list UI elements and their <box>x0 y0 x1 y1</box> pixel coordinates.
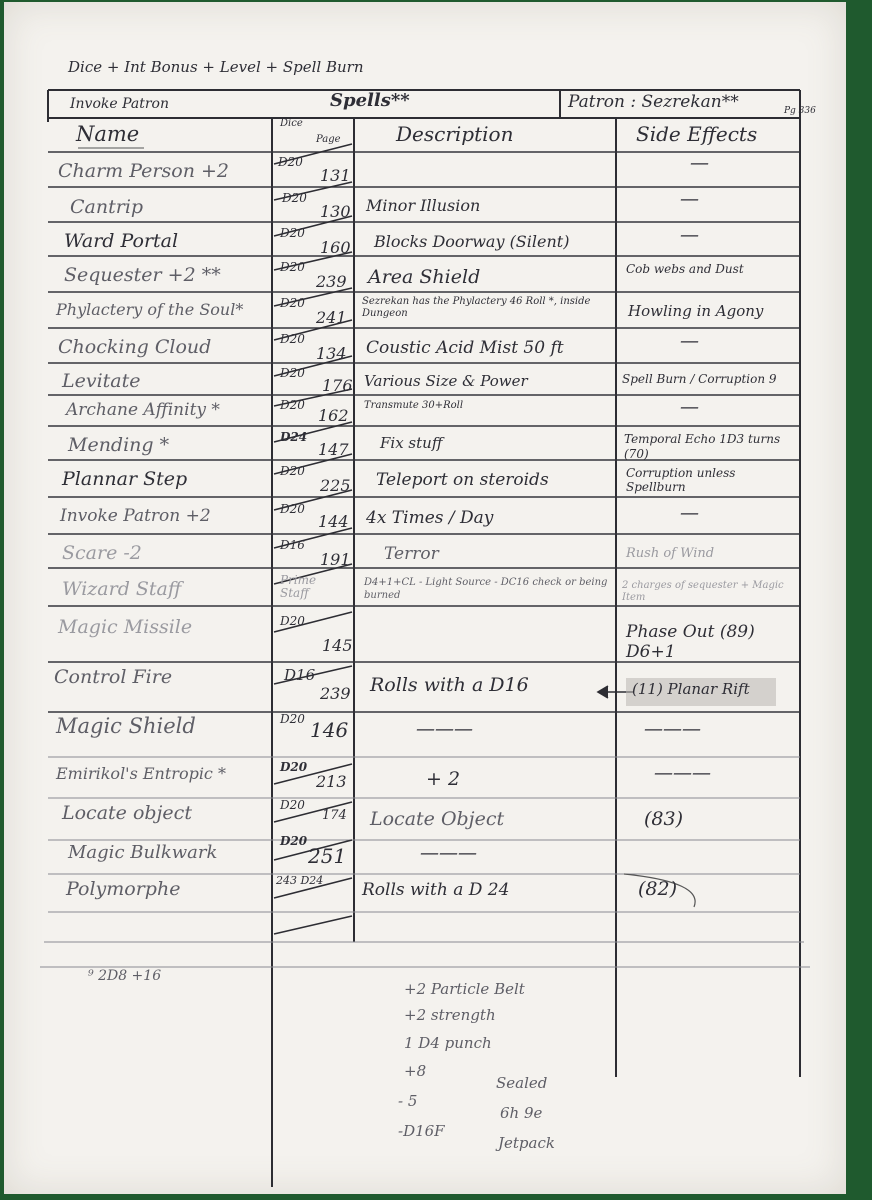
spell-dice: 243 D24 <box>276 874 324 887</box>
spell-side-effect: — <box>680 330 699 352</box>
footer-right-note: Sealed <box>496 1074 548 1092</box>
spell-side-effect: Cob webs and Dust <box>626 262 744 276</box>
spell-description: Rolls with a D16 <box>370 674 529 696</box>
spell-side-effect: Spell Burn / Corruption 9 <box>622 372 777 386</box>
spell-name: Charm Person +2 <box>58 160 229 182</box>
spell-description: Teleport on steroids <box>376 470 549 490</box>
spell-name: Magic Bulkwark <box>68 842 218 863</box>
spell-page: 134 <box>316 344 347 363</box>
spell-dice: D20 <box>280 760 308 774</box>
footer-center-note: +2 strength <box>404 1006 496 1024</box>
spell-dice: D20 <box>280 296 305 310</box>
paper-sheet <box>4 2 846 1194</box>
spell-name: Archane Affinity * <box>66 400 220 420</box>
spell-side-effect: (11) Planar Rift <box>632 680 750 698</box>
spell-name: Plannar Step <box>62 468 188 490</box>
footer-right-note: 6h 9e <box>500 1104 543 1122</box>
spell-page: 131 <box>320 166 351 185</box>
spell-page: 145 <box>322 636 353 655</box>
spell-dice: D20 <box>280 226 305 240</box>
spell-page: 241 <box>316 308 347 327</box>
footer-right-note: Jetpack <box>498 1134 555 1152</box>
spell-description: Transmute 30+Roll <box>364 400 464 411</box>
header-invoke-patron-label: Invoke Patron <box>70 96 170 112</box>
spell-dice: D20 <box>280 366 305 380</box>
spell-name: Cantrip <box>70 196 144 218</box>
spell-dice: D16 <box>284 666 316 684</box>
footer-center-note: +8 <box>404 1062 427 1080</box>
spell-page: 147 <box>318 440 349 459</box>
spell-description: ——— <box>416 718 473 740</box>
spell-description: + 2 <box>426 768 461 790</box>
spell-name: Chocking Cloud <box>58 336 212 358</box>
spell-side-effect: — <box>680 502 699 524</box>
spell-description: D4+1+CL - Light Source - DC16 check or being burned <box>364 577 608 601</box>
spell-name: Wizard Staff <box>62 578 182 600</box>
spell-name: Mending * <box>68 434 170 456</box>
spell-dice: D20 <box>280 834 308 848</box>
spell-side-effect: — <box>680 188 699 210</box>
spell-side-effect: 2 charges of sequester + Magic Item <box>622 580 784 603</box>
spell-side-effect: Phase Out (89) D6+1 <box>626 622 755 662</box>
spell-page: 130 <box>320 202 351 221</box>
spell-side-effect: Corruption unless Spellburn <box>626 466 736 494</box>
top-formula-note: Dice + Int Bonus + Level + Spell Burn <box>68 58 364 76</box>
spell-name: Scare -2 <box>62 542 142 564</box>
spell-dice: D20 <box>278 155 303 169</box>
footer-left-note: ⁹ 2D8 +16 <box>88 968 162 984</box>
page-title: Spells** <box>330 90 410 111</box>
spell-side-effect: ——— <box>644 718 701 740</box>
spell-dice: D20 <box>280 464 305 478</box>
spell-description: Various Size & Power <box>364 372 528 390</box>
spell-name: Magic Missile <box>58 616 193 638</box>
footer-center-note: 1 D4 punch <box>404 1034 492 1052</box>
spell-side-effect: ——— <box>654 762 711 784</box>
spell-description: Locate Object <box>370 808 505 830</box>
spell-description: Sezrekan has the Phylactery 46 Roll *, inside Dungeon <box>362 296 591 319</box>
spell-side-effect: — <box>680 224 699 246</box>
spell-dice: D20 <box>280 614 305 628</box>
column-header-dice: Dice <box>280 118 303 129</box>
spell-description: Fix stuff <box>380 434 443 452</box>
spell-description: 4x Times / Day <box>366 508 494 528</box>
spell-dice: D20 <box>280 712 305 726</box>
spell-name: Levitate <box>62 370 141 392</box>
column-header-name: Name <box>76 122 140 146</box>
spell-name: Locate object <box>62 802 192 824</box>
spell-side-effect: Temporal Echo 1D3 turns (70) <box>624 432 781 461</box>
header-patron-page-ref: Pg 336 <box>784 106 816 116</box>
spell-dice: D16 <box>280 538 305 552</box>
spell-side-effect: (82) <box>638 878 678 900</box>
column-header-page: Page <box>316 134 341 145</box>
column-header-description: Description <box>396 122 514 146</box>
spell-dice: D20 <box>280 798 305 812</box>
spell-page: 191 <box>320 550 351 569</box>
footer-center-note: +2 Particle Belt <box>404 980 525 998</box>
spell-name: Ward Portal <box>64 230 179 252</box>
spell-dice: D20 <box>280 332 305 346</box>
spell-page: 144 <box>318 512 349 531</box>
spell-name: Sequester +2 ** <box>64 264 221 286</box>
spell-description: Area Shield <box>368 266 481 288</box>
spell-page: 174 <box>322 808 347 823</box>
spell-side-effect: Howling in Agony <box>628 302 764 320</box>
spell-name: Control Fire <box>54 666 173 688</box>
spell-side-effect: — <box>690 152 709 174</box>
spell-name: Phylactery of the Soul* <box>56 300 244 319</box>
footer-center-note: - 5 <box>398 1092 418 1110</box>
spell-dice: D20 <box>280 260 305 274</box>
spell-name: Emirikol's Entropic * <box>56 764 226 783</box>
spell-dice: D24 <box>280 430 308 444</box>
spell-page: 146 <box>310 718 349 742</box>
spell-side-effect: Rush of Wind <box>626 546 715 561</box>
header-patron: Patron : Sezrekan** <box>568 92 739 112</box>
spell-side-effect: — <box>680 396 699 418</box>
spell-name: Magic Shield <box>56 714 196 738</box>
spell-name: Invoke Patron +2 <box>60 506 211 526</box>
spell-description: ——— <box>420 842 477 864</box>
spell-side-effect: (83) <box>644 808 684 830</box>
spell-description: Coustic Acid Mist 50 ft <box>366 338 564 358</box>
spell-dice: D20 <box>280 502 305 516</box>
spell-page: 160 <box>320 238 351 257</box>
spell-description: Rolls with a D 24 <box>362 880 510 900</box>
spell-description: Terror <box>384 544 439 564</box>
spell-page: 251 <box>308 844 347 868</box>
spell-name: Polymorphe <box>66 878 181 900</box>
spell-dice: Prime Staff <box>280 573 317 600</box>
spell-page: 239 <box>316 272 347 291</box>
column-header-side-effects: Side Effects <box>636 122 758 146</box>
spell-page: 213 <box>316 772 347 791</box>
spell-description: Minor Illusion <box>366 196 481 215</box>
spell-dice: D20 <box>282 191 307 205</box>
spell-description: Blocks Doorway (Silent) <box>374 232 570 251</box>
spell-page: 176 <box>322 376 353 395</box>
spell-page: 225 <box>320 476 351 495</box>
spell-page: 239 <box>320 684 351 703</box>
spell-page: 162 <box>318 406 349 425</box>
footer-center-note: -D16F <box>398 1122 445 1140</box>
spell-dice: D20 <box>280 398 305 412</box>
